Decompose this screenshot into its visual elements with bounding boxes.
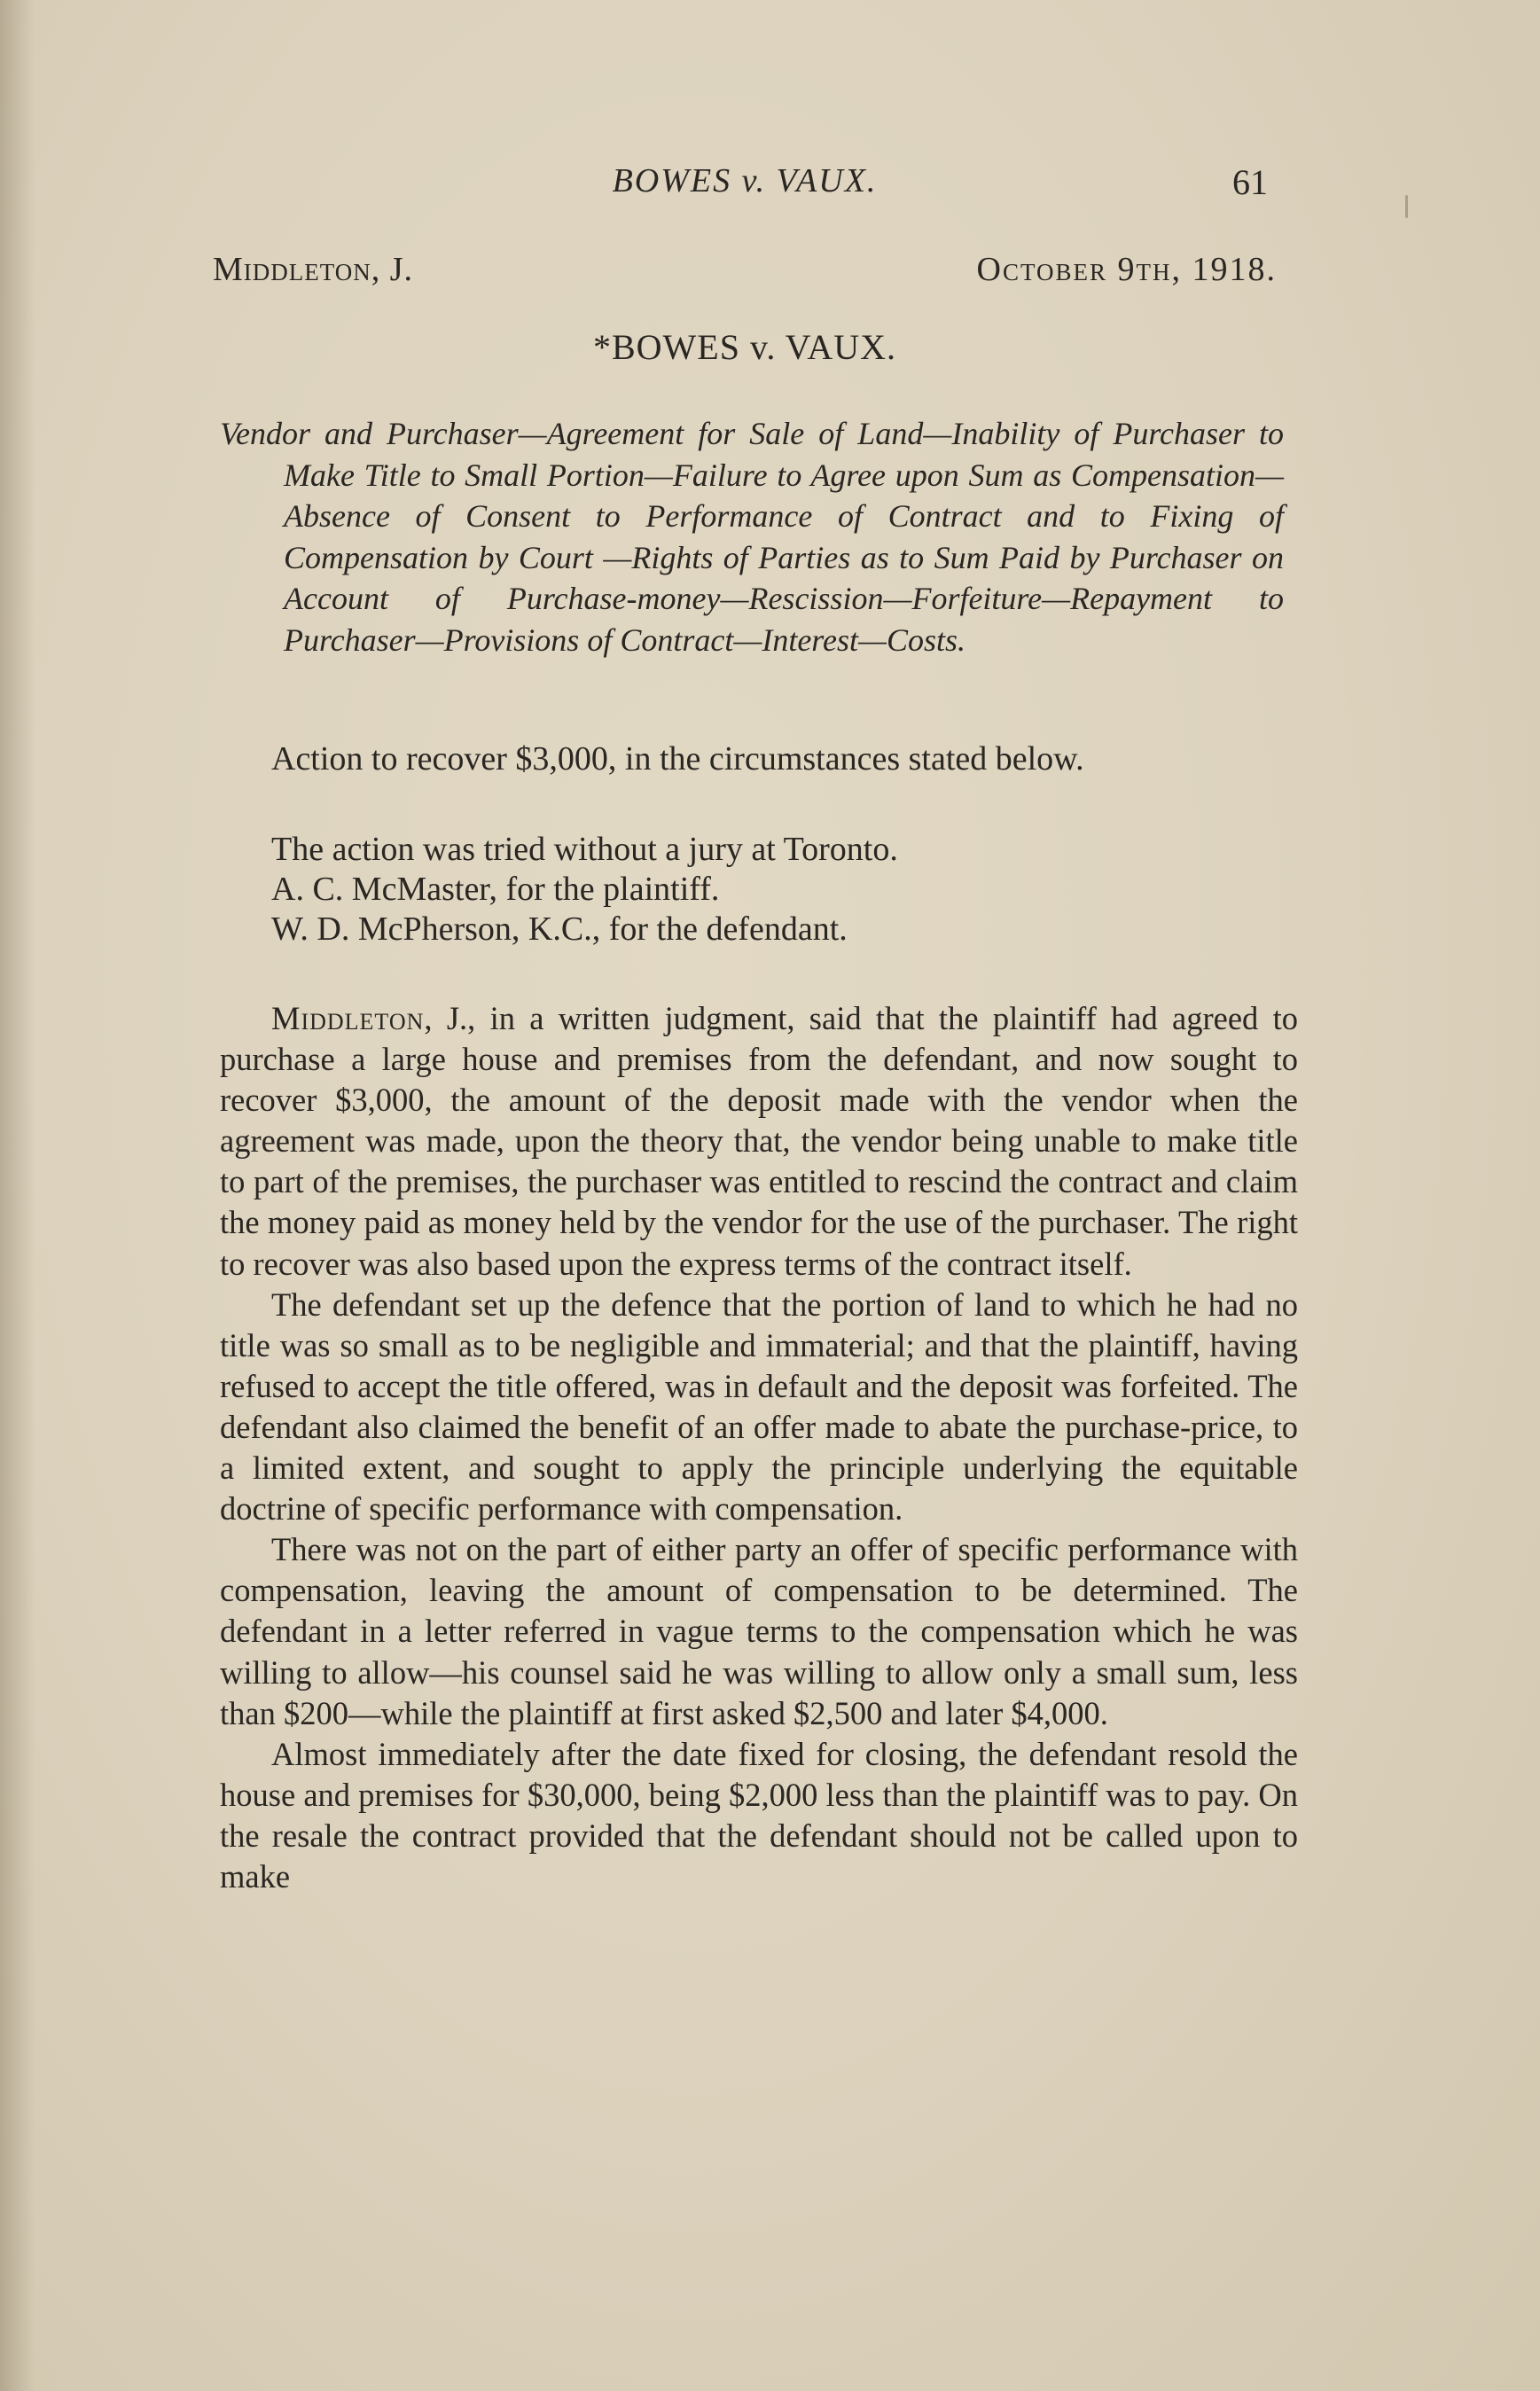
judgment-paragraph: There was not on the part of either party an offer of specific performance with compensation, leaving the amount of compensation to be determined. The defendant in a letter referred in vague terms to the compensation which he was willing to allow—his counsel said he was willing to allow only a small sum, less than $200—while the plaintiff at first asked $2,500 and later $4,000. (220, 1531, 1298, 1731)
page-number: 61 (1232, 162, 1268, 202)
defendant-counsel: W. D. McPherson, K.C., for the defendant. (271, 910, 848, 948)
paper-speck (1405, 195, 1408, 218)
plaintiff-counsel: A. C. McMaster, for the plaintiff. (271, 871, 720, 908)
judgment-judge-name: Middleton (271, 1000, 425, 1036)
judgment-paragraph: The defendant set up the defence that the portion of land to which he had no title was so small as to be negligible and immaterial; and that the plaintiff, having refused to accept the title offered, was in default and the deposit was forfeited. The defendant also claimed the benefit of an offer made to abate the purchase-price, to a limited extent, and sought to apply the principle underlying the equitable doctrine of specific performance with compensation. (220, 1285, 1298, 1528)
headnote: Vendor and Purchaser—Agreement for Sale of Land—Inability of Purchaser to Make Title to Small Portion—Failure to Agree upon Sum as Compensation—Absence of Consent to Performance of Contract and to Fixing of Compensation by Court —Rights of Parties as to Sum Paid by Purchaser on Account of Purchase-money—Rescission—Forfeiture—Repayment to Purchaser—Provisions of Contract—Interest—Costs. (220, 416, 1284, 658)
case-title: *BOWES v. VAUX. (592, 327, 897, 367)
trial-details (271, 830, 1282, 949)
judgment-text (220, 998, 1298, 1897)
action-summary: Action to recover $3,000, in the circumstances stated below. (271, 740, 1084, 777)
trial-statement: The action was tried without a jury at Toronto. (271, 831, 898, 868)
judge-name: Middleton, J. (213, 251, 414, 288)
running-title: BOWES v. VAUX. (612, 162, 878, 199)
running-head (222, 161, 1268, 215)
judgment-paragraph-1-text: , J., in a written judgment, said that the plaintiff had agreed to purchase a large house and premises from the defendant, and now sought to recover $3,000, the amount of the deposit made with the vendor when the agreement was made, upon the theory that, the vendor being unable to make title to part of the premises, the purchaser was entitled to rescind the contract and claim the money paid as money held by the vendor for the use of the purchaser. The right to recover was also based upon the express terms of the contract itself. (220, 1000, 1298, 1282)
judgment-paragraph (220, 998, 1298, 1285)
page-edge-shadow (0, 0, 35, 2391)
judge-date-line (213, 250, 1277, 303)
decision-date: October 9th, 1918. (976, 251, 1277, 288)
judgment-paragraph: Almost immediately after the date fixed for closing, the defendant resold the house and premises for $30,000, being $2,000 less than the plaintiff was to pay. On the resale the contract provided that the defendant should not be called upon to make (220, 1735, 1298, 1895)
